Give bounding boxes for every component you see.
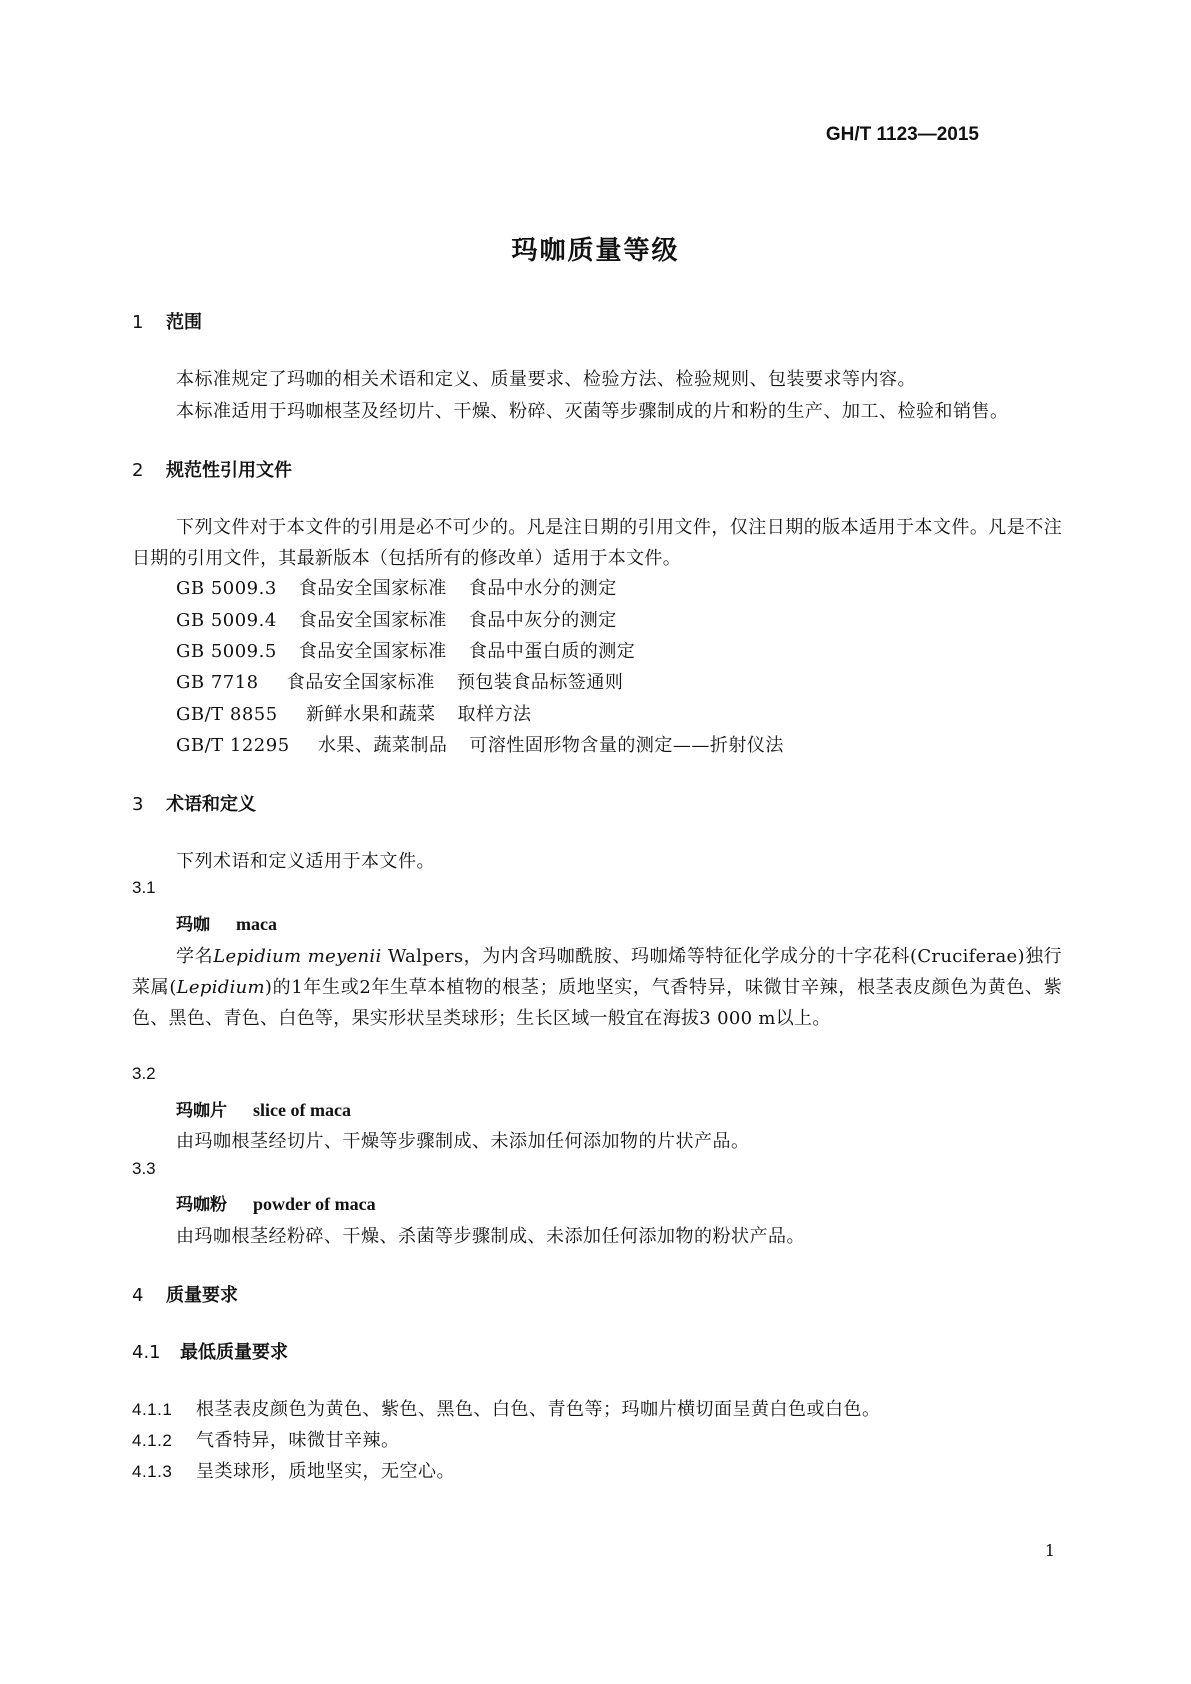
paragraph: 下列术语和定义适用于本文件。 bbox=[176, 851, 435, 872]
section-1-heading bbox=[132, 308, 202, 334]
reference-code: GB 7718 bbox=[176, 672, 259, 693]
clause bbox=[132, 1457, 455, 1483]
section-2-heading bbox=[132, 456, 292, 482]
clause-text: 呈类球形，质地坚实，无空心。 bbox=[196, 1461, 455, 1482]
page-title: 玛咖质量等级 bbox=[511, 236, 680, 266]
reference-item bbox=[176, 668, 645, 694]
term-number: 3.3 bbox=[132, 1159, 156, 1178]
section-title: 规范性引用文件 bbox=[166, 460, 292, 481]
reference-item bbox=[176, 731, 806, 757]
subsection-number: 4.1 bbox=[132, 1342, 161, 1363]
clause-number: 4.1.3 bbox=[132, 1462, 173, 1481]
term-number: 3.2 bbox=[132, 1064, 156, 1083]
reference-title: 取样方法 bbox=[457, 704, 532, 725]
term-chinese: 玛咖片 bbox=[176, 1101, 227, 1121]
term-heading bbox=[176, 910, 277, 935]
term-english: maca bbox=[236, 914, 277, 934]
reference-title: 水果、蔬菜制品 bbox=[317, 735, 448, 756]
reference-item bbox=[176, 574, 639, 600]
subsection-heading bbox=[132, 1338, 288, 1364]
term-english: slice of maca bbox=[253, 1100, 351, 1120]
clause-text: 气香特异，味微甘辛辣。 bbox=[196, 1430, 400, 1451]
paragraph: 下列文件对于本文件的引用是必不可少的。凡是注日期的引用文件，仅注日期的版本适用于本文件。凡是不注日期的引用文件，其最新版本（包括所有的修改单）适用于本文件。 bbox=[132, 517, 1062, 569]
paragraph: 本标准规定了玛咖的相关术语和定义、质量要求、检验方法、检验规则、包装要求等内容。 bbox=[176, 369, 916, 390]
subsection-title: 最低质量要求 bbox=[180, 1342, 288, 1363]
reference-item bbox=[176, 700, 553, 726]
term-number: 3.1 bbox=[132, 878, 156, 897]
reference-code: GB 5009.5 bbox=[176, 641, 277, 662]
reference-code: GB 5009.3 bbox=[176, 578, 277, 599]
definition-text: 学名 bbox=[176, 946, 214, 967]
reference-title: 食品中蛋白质的测定 bbox=[468, 641, 636, 662]
section-3-heading bbox=[132, 790, 256, 816]
reference-code: GB 5009.4 bbox=[176, 610, 277, 631]
reference-title: 食品安全国家标准 bbox=[298, 641, 447, 662]
reference-code: GB/T 12295 bbox=[176, 735, 290, 756]
reference-item bbox=[176, 606, 639, 632]
reference-title: 食品安全国家标准 bbox=[286, 672, 435, 693]
reference-title: 可溶性固形物含量的测定——折射仪法 bbox=[469, 735, 784, 756]
reference-title: 预包装食品标签通则 bbox=[456, 672, 624, 693]
term-chinese: 玛咖粉 bbox=[176, 1195, 227, 1215]
section-number: 4 bbox=[132, 1285, 144, 1306]
reference-title: 食品安全国家标准 bbox=[298, 610, 447, 631]
section-title: 范围 bbox=[166, 312, 202, 333]
clause bbox=[132, 1395, 881, 1421]
clause bbox=[132, 1426, 400, 1452]
section-title: 术语和定义 bbox=[166, 794, 256, 815]
term-heading bbox=[176, 1190, 376, 1215]
term-definition: 由玛咖根茎经切片、干燥等步骤制成、未添加任何添加物的片状产品。 bbox=[176, 1131, 750, 1152]
section-4-heading bbox=[132, 1281, 238, 1307]
term-definition: 由玛咖根茎经粉碎、干燥、杀菌等步骤制成、未添加任何添加物的粉状产品。 bbox=[176, 1226, 805, 1247]
clause-number: 4.1.2 bbox=[132, 1431, 173, 1450]
section-number: 2 bbox=[132, 460, 144, 481]
definition-text: )的1年生或2年生草本植物的根茎；质地坚实，气香特异，味微甘辛辣，根茎表皮颜色为黄色、紫色、黑色、青色、白色等，果实形状呈类球形；生长区域一般宜在海拔3 000 m以上。 bbox=[132, 977, 1062, 1029]
page-number: 1 bbox=[1044, 1541, 1055, 1560]
standard-number: GH/T 1123—2015 bbox=[825, 124, 979, 145]
term-definition bbox=[132, 941, 1062, 1034]
paragraph: 本标准适用于玛咖根茎及经切片、干燥、粉碎、灭菌等步骤制成的片和粉的生产、加工、检验和销售。 bbox=[176, 401, 1009, 422]
reference-title: 食品安全国家标准 bbox=[298, 578, 447, 599]
latin-name: Lepidium bbox=[176, 977, 265, 998]
section-number: 3 bbox=[132, 794, 144, 815]
reference-title: 食品中水分的测定 bbox=[468, 578, 617, 599]
term-chinese: 玛咖 bbox=[176, 915, 210, 935]
latin-name: Lepidium meyenii bbox=[213, 946, 382, 967]
reference-title: 新鲜水果和蔬菜 bbox=[305, 704, 436, 725]
section-title: 质量要求 bbox=[166, 1285, 238, 1306]
reference-title: 食品中灰分的测定 bbox=[468, 610, 617, 631]
term-heading bbox=[176, 1096, 351, 1121]
reference-item bbox=[176, 637, 657, 663]
section-number: 1 bbox=[132, 312, 144, 333]
clause-text: 根茎表皮颜色为黄色、紫色、黑色、白色、青色等；玛咖片横切面呈黄白色或白色。 bbox=[196, 1399, 881, 1420]
term-english: powder of maca bbox=[253, 1194, 376, 1214]
definition-text: Walpers，为内含玛咖酰胺、玛咖烯等特征化学成分的十字花科(Cruciferae)独行菜属( bbox=[132, 946, 1062, 998]
clause-number: 4.1.1 bbox=[132, 1400, 173, 1419]
reference-code: GB/T 8855 bbox=[176, 704, 278, 725]
